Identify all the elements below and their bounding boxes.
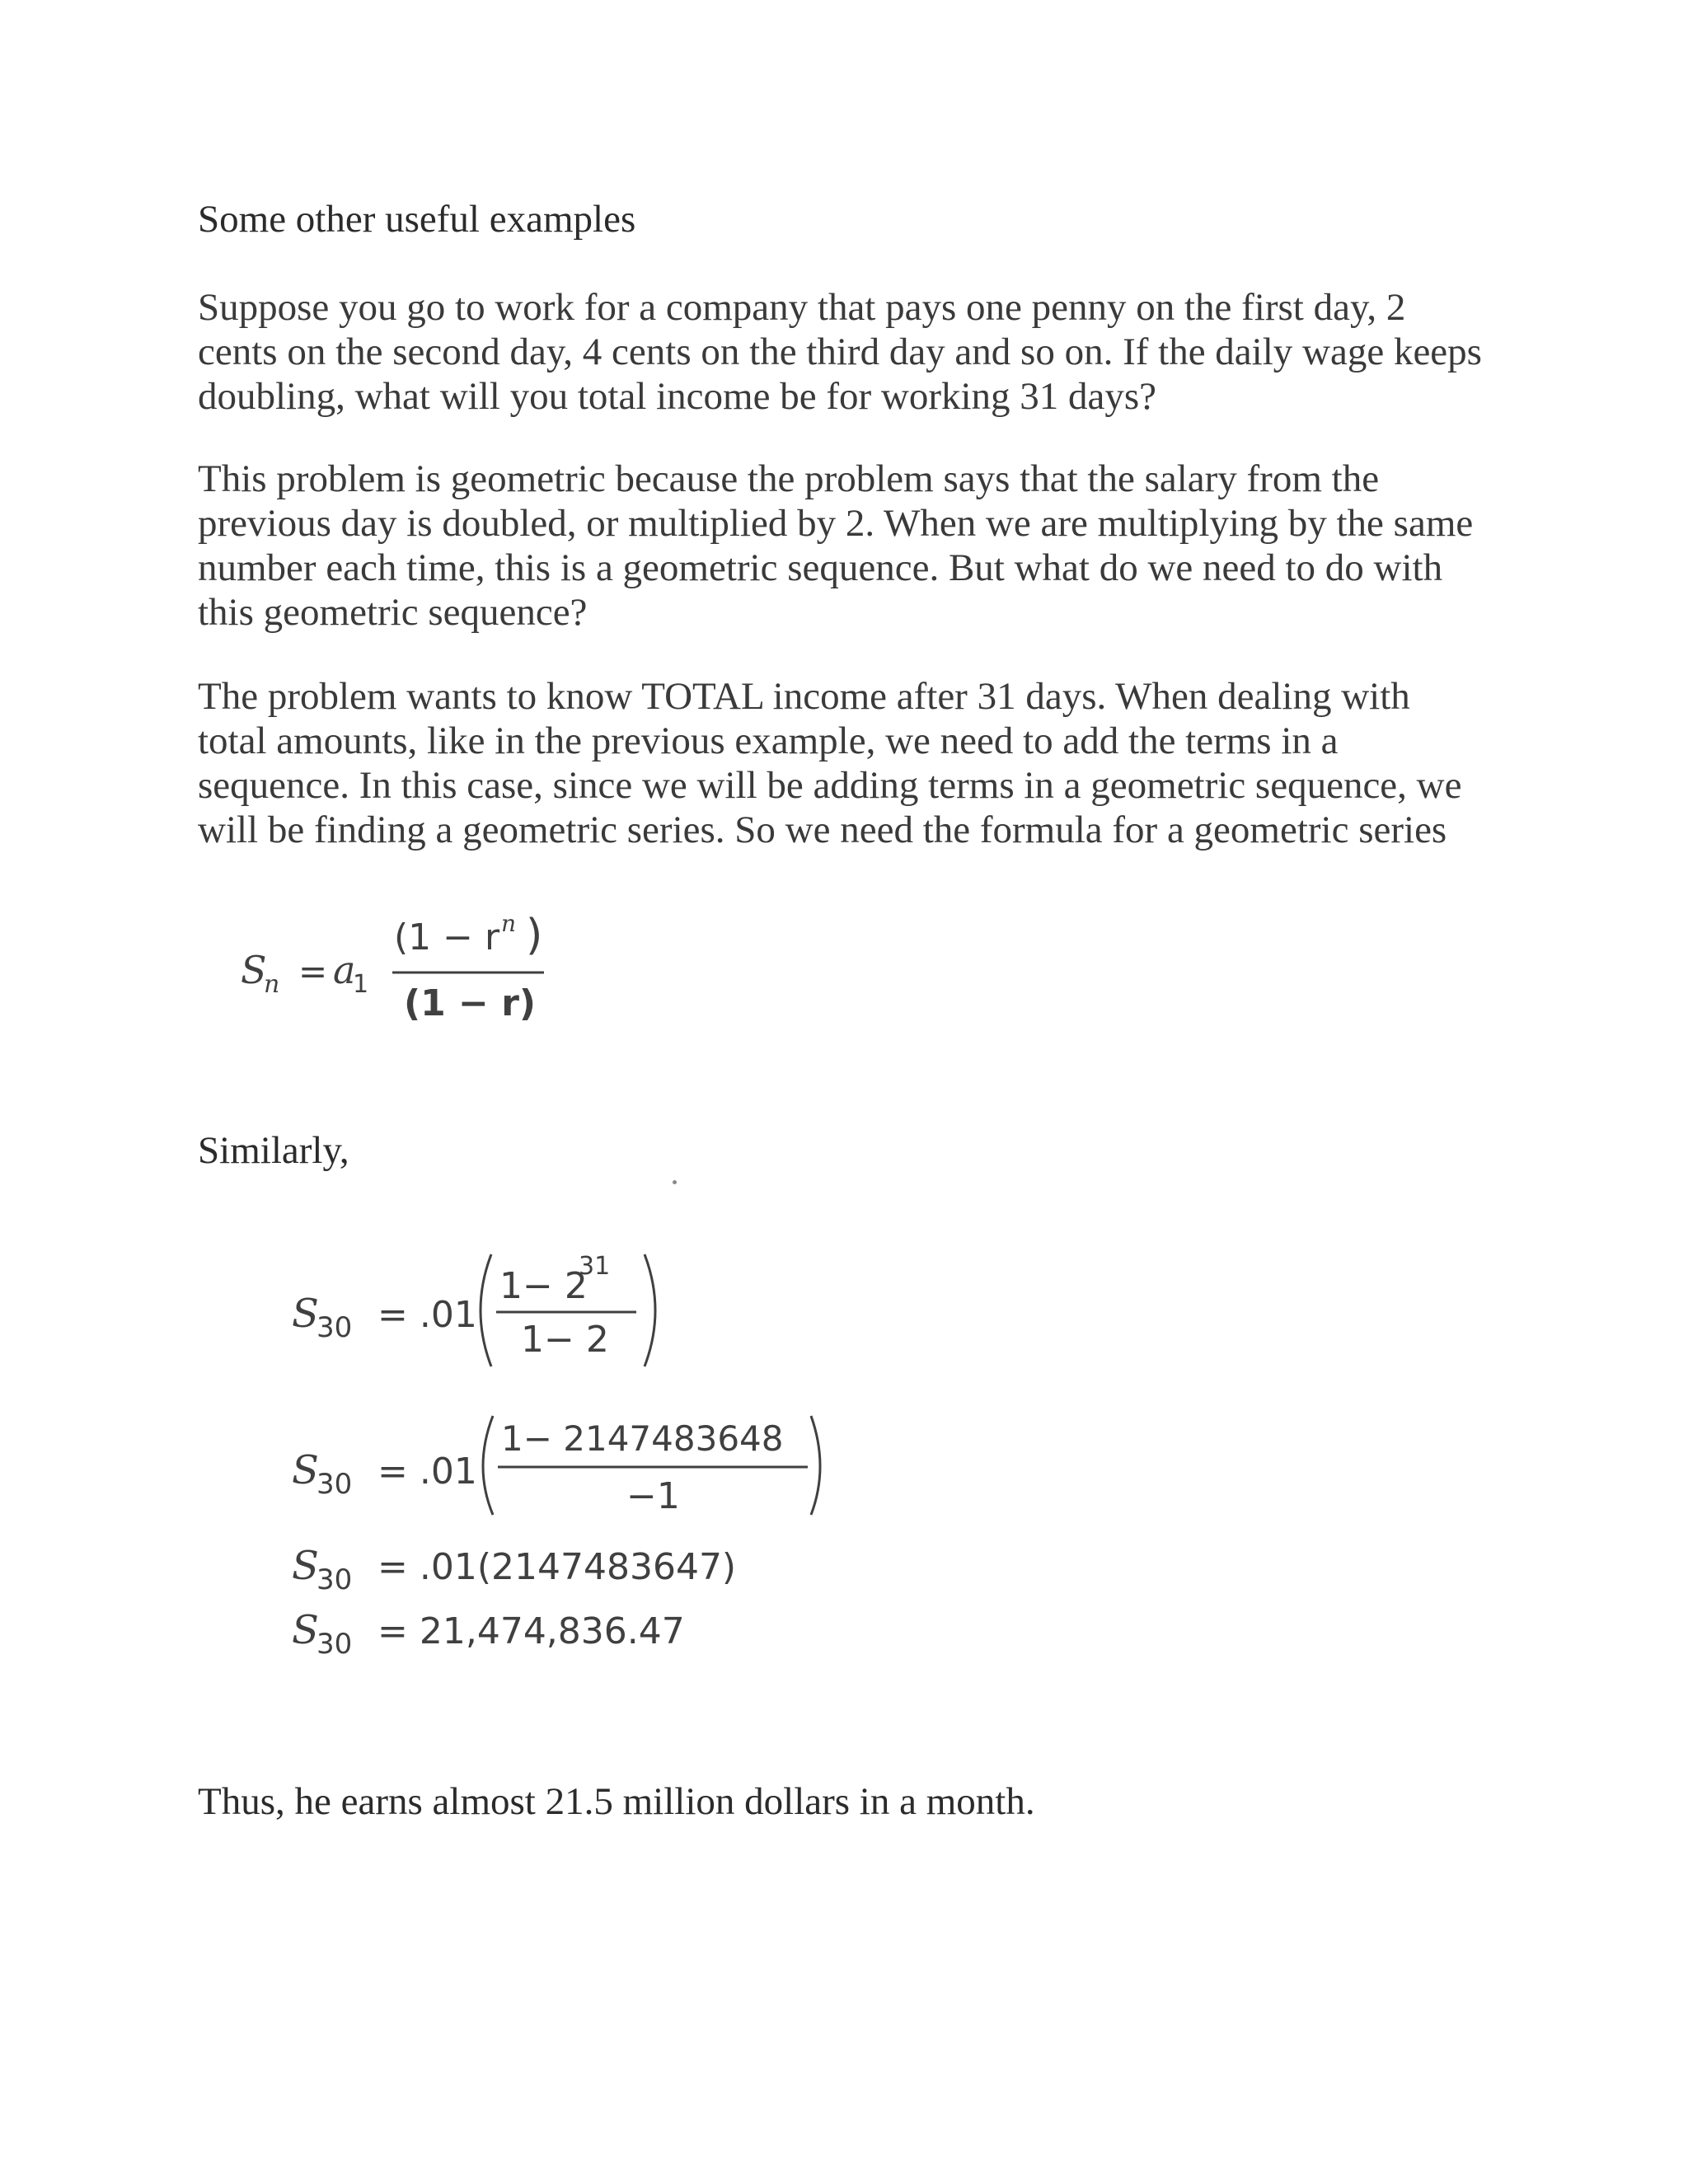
- explanation-line: This problem is geometric because the problem says that the salary from the: [198, 457, 1380, 500]
- step2-equals: = .01: [377, 1451, 477, 1493]
- calc-step-3: [292, 1543, 736, 1596]
- step1-numerator-exponent: 31: [579, 1252, 611, 1281]
- problem-paragraph: [198, 285, 1533, 419]
- problem-line: cents on the second day, 4 cents on the third day and so on. If the daily wage keeps: [198, 330, 1482, 373]
- step1-lhs-sub: 30: [316, 1311, 353, 1344]
- step2-left-paren: [483, 1416, 493, 1515]
- geometric-series-formula: [231, 890, 577, 1038]
- formula-lhs: S: [241, 948, 267, 992]
- step3-lhs-sub: 30: [316, 1563, 353, 1596]
- section-heading: Some other useful examples: [198, 198, 636, 241]
- total-line: The problem wants to know TOTAL income after 31 days. When dealing with: [198, 675, 1410, 718]
- step1-denominator: 1− 2: [521, 1319, 609, 1361]
- calc-step-4: [292, 1607, 685, 1661]
- explanation-paragraph: [198, 457, 1533, 635]
- step2-right-paren: [811, 1416, 820, 1515]
- step2-lhs-sub: 30: [316, 1468, 353, 1501]
- formula-lhs-sub: n: [264, 970, 280, 999]
- formula-numerator-close: ): [526, 911, 543, 960]
- explanation-line: previous day is doubled, or multiplied by 2. When we are multiplying by the same: [198, 502, 1474, 545]
- total-income-paragraph: [198, 674, 1533, 852]
- step1-equals: = .01: [377, 1294, 477, 1336]
- step4-lhs: S: [292, 1607, 319, 1653]
- formula-denominator: (1 − r): [404, 982, 537, 1024]
- step2-denominator: −1: [626, 1475, 680, 1517]
- step4-rhs: = 21,474,836.47: [377, 1610, 685, 1652]
- formula-numerator: (1 − r: [394, 916, 500, 958]
- step2-numerator: 1− 2147483648: [501, 1418, 784, 1459]
- stray-dot: [673, 1180, 677, 1184]
- calc-step-2: [292, 1416, 820, 1517]
- step1-numerator: 1− 2: [499, 1265, 588, 1307]
- calc-step-1: [292, 1252, 655, 1366]
- formula-equals: =: [298, 951, 328, 991]
- total-line: will be finding a geometric series. So we need the formula for a geometric series: [198, 808, 1447, 851]
- explanation-line: this geometric sequence?: [198, 591, 588, 634]
- total-line: sequence. In this case, since we will be adding terms in a geometric sequence, we: [198, 764, 1462, 807]
- step1-left-paren: [481, 1254, 491, 1366]
- step1-lhs: S: [292, 1291, 319, 1337]
- problem-line: Suppose you go to work for a company that pays one penny on the first day, 2: [198, 286, 1406, 329]
- formula-coef: a: [333, 948, 356, 992]
- conclusion-text: Thus, he earns almost 21.5 million dollars in a month.: [198, 1780, 1035, 1823]
- formula-coef-sub: 1: [353, 970, 369, 999]
- step4-lhs-sub: 30: [316, 1628, 353, 1661]
- formula-numerator-exponent: n: [501, 910, 517, 937]
- explanation-line: number each time, this is a geometric sequence. But what do we need to do with: [198, 546, 1443, 589]
- problem-line: doubling, what will you total income be for working 31 days?: [198, 375, 1157, 418]
- step1-right-paren: [645, 1254, 655, 1366]
- total-line: total amounts, like in the previous example, we need to add the terms in a: [198, 719, 1339, 762]
- step2-lhs: S: [292, 1447, 319, 1493]
- worked-calculation: [288, 1220, 882, 1681]
- similarly-label: Similarly,: [198, 1129, 349, 1172]
- step3-lhs: S: [292, 1543, 319, 1589]
- step3-rhs: = .01(2147483647): [377, 1546, 737, 1588]
